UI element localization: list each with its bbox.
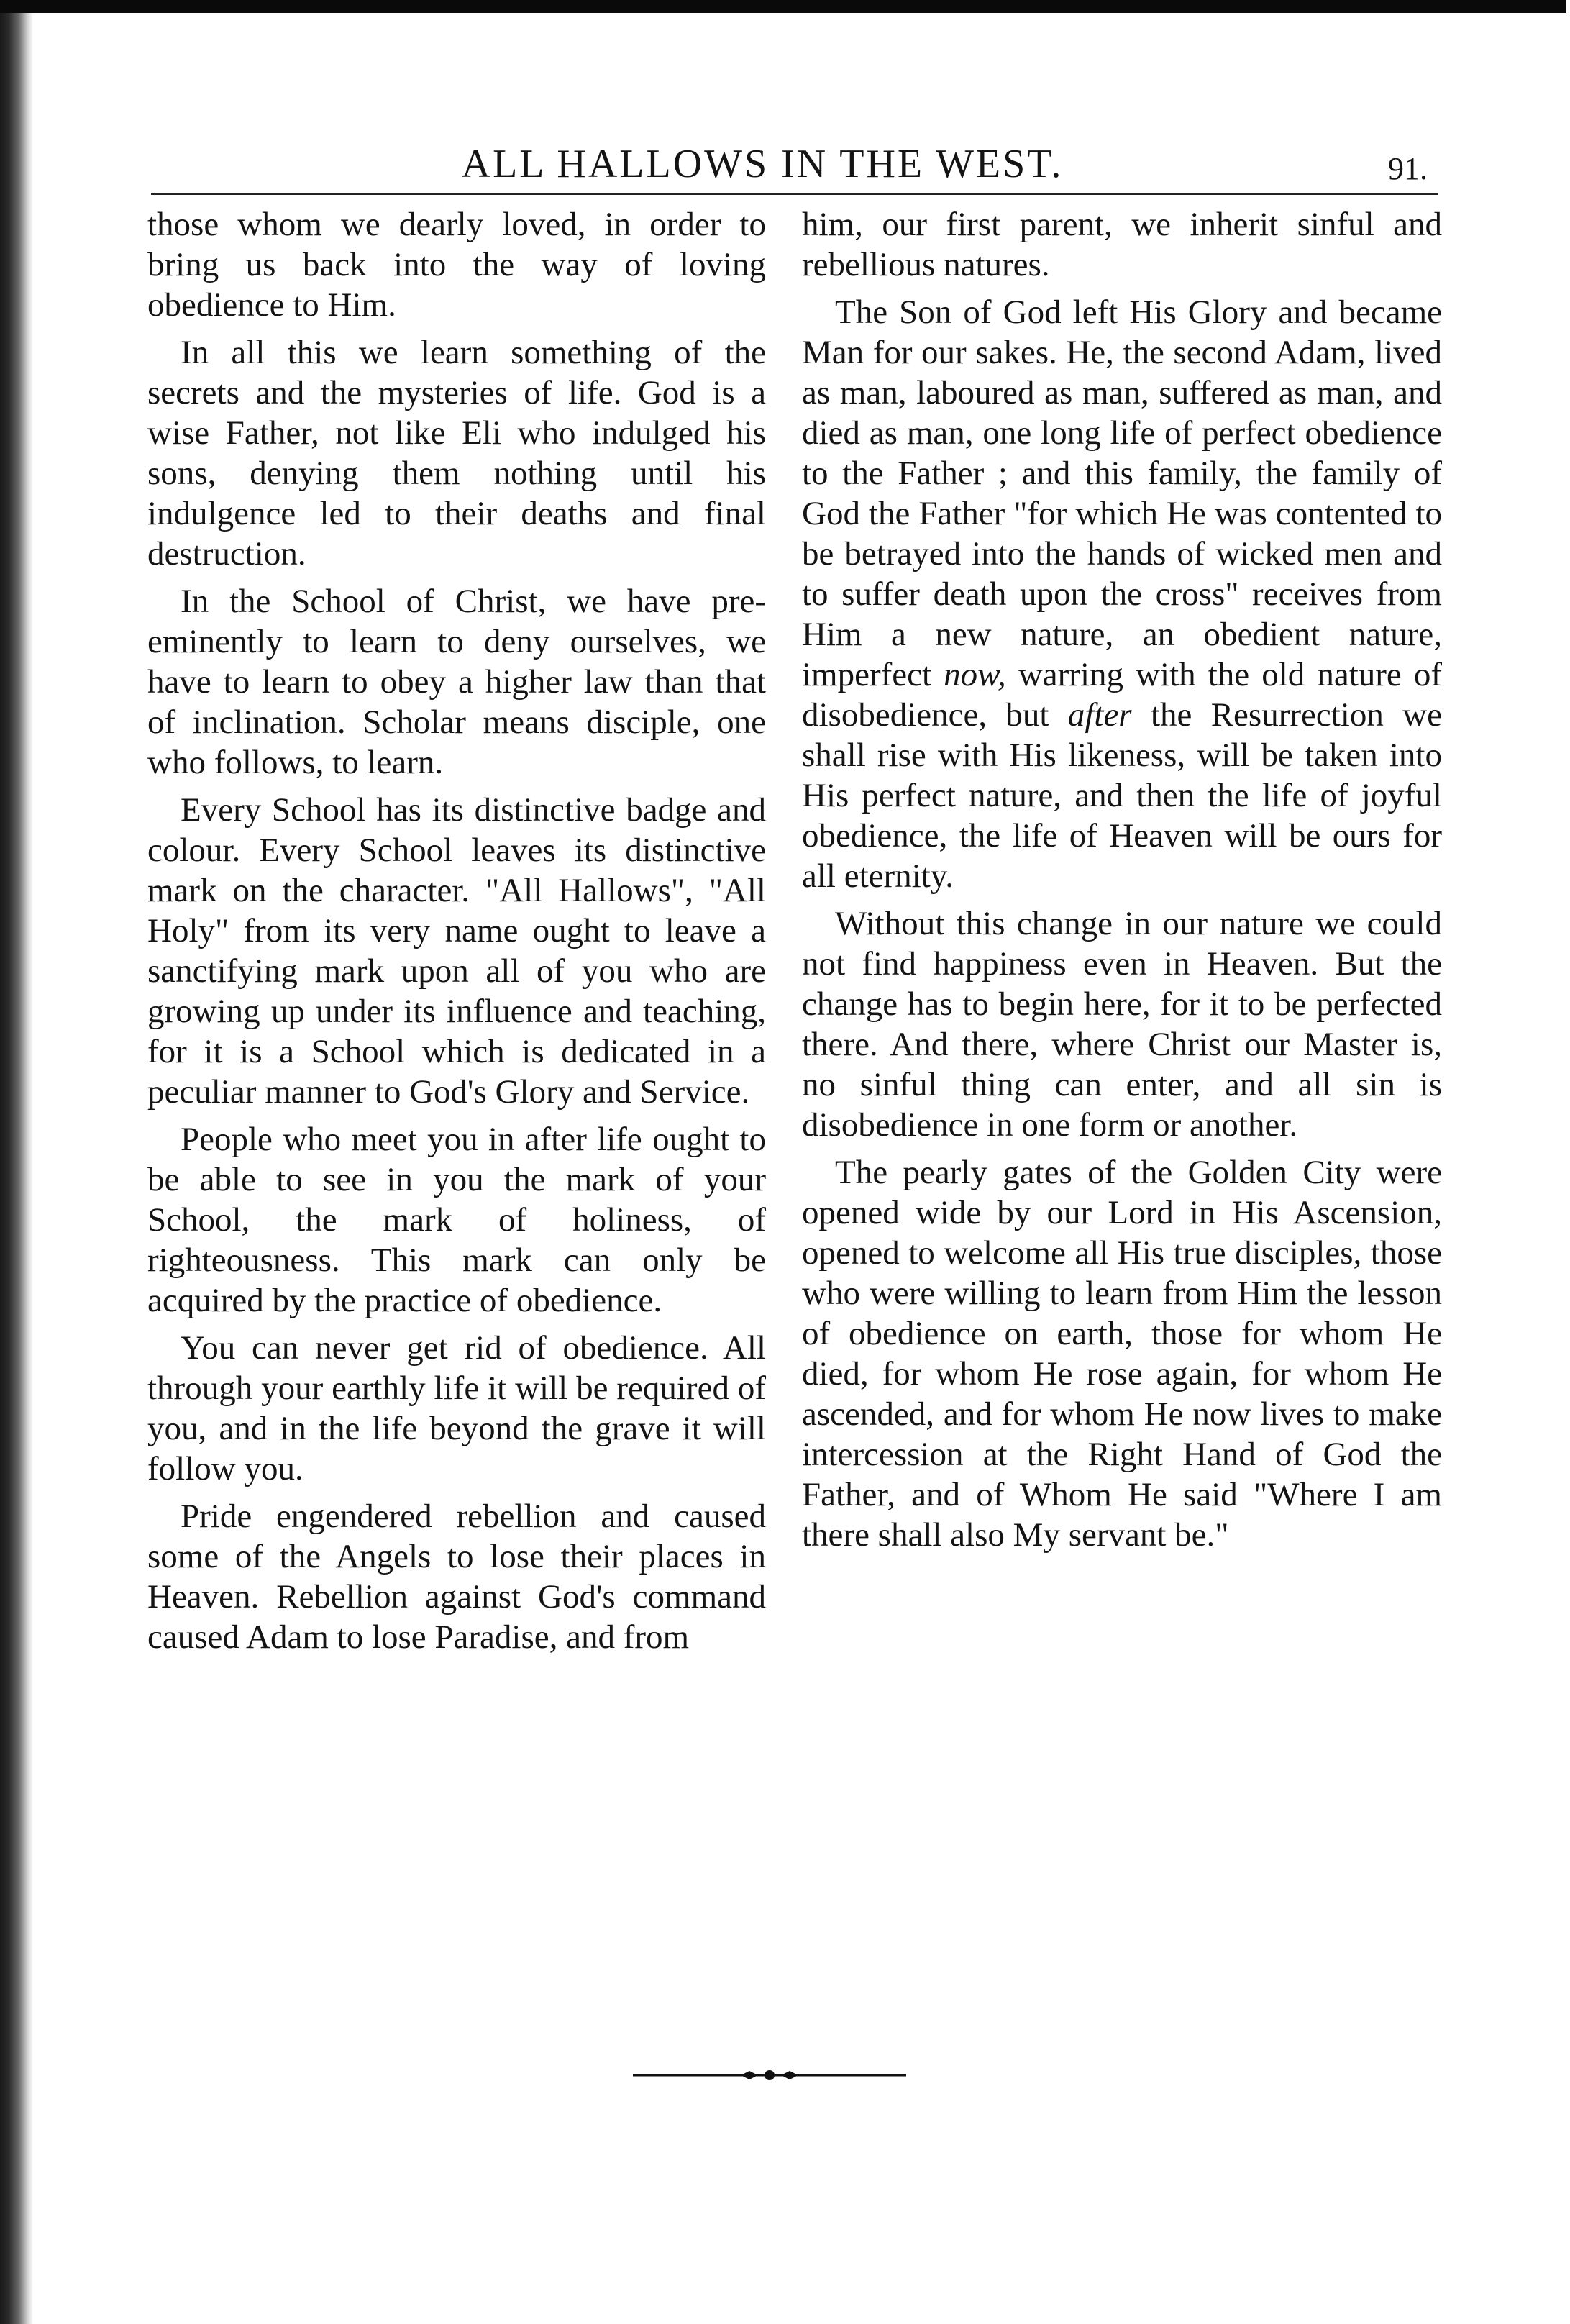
- text-run: The Son of God left His Glory and became Man for our sakes. He, the second Adam, lived as man, laboured as man, suffered as man, and died as man, one long life of perfect obedience to the Father ; and this family, the family of God the Father "for which He was contented to be betrayed into the hands of wicked men and to suffer death upon the cross" receives from Him a new nature, an obedient nature, imperfect: [802, 293, 1442, 693]
- scan-top-border: [0, 0, 1570, 13]
- paragraph: Without this change in our nature we could not find happiness even in Heaven. But the change has to begin here, for it to be perfected there. And there, where Christ our Master is, no sinful thing can enter, and all sin is disobedience in one form or another.: [802, 905, 1442, 1144]
- paragraph: Every School has its distinctive badge and colour. Every School leaves its distinctive mark on the character. "All Hallows", "All Holy" from its very name ought to leave a sanctifying mark upon all of you who are growing up under its influence and teaching, for it is a School which is dedicated in a peculiar manner to God's Glory and Service.: [147, 791, 766, 1111]
- paragraph: You can never get rid of obedience. All through your earthly life it will be required of you, and in the life beyond the grave it will follow you.: [147, 1329, 766, 1487]
- ornament-dot: [765, 2070, 775, 2080]
- paragraph: him, our first parent, we inherit sinful and rebellious natures.: [802, 206, 1442, 283]
- paragraph: those whom we dearly loved, in order to bring us back into the way of loving obedience to Him.: [147, 206, 766, 324]
- ornament-diamond-right: [781, 2071, 798, 2079]
- text-run: warring with the old nature of disobedience, but: [802, 656, 1443, 734]
- paragraph: In the School of Christ, we have pre-eminently to learn to deny ourselves, we have to learn to obey a higher law than that of inclination. Scholar means disciple, one who follows, to learn.: [147, 583, 766, 781]
- ornament-diamond-left: [741, 2071, 758, 2079]
- paragraph: People who meet you in after life ought to be able to see in you the mark of your School, the mark of holiness, of righteousness. This mark can only be acquired by the practice of obedience.: [147, 1121, 766, 1319]
- scan-right-edge: [1566, 0, 1570, 2324]
- scan-binding-edge: [0, 13, 33, 2324]
- page-number: 91.: [1388, 151, 1428, 186]
- paragraph: In all this we learn something of the secrets and the mysteries of life. God is a wise Father, not like Eli who indulged his sons, denying them nothing until his indulgence led to their deaths and final destruction.: [147, 334, 766, 573]
- running-title: ALL HALLOWS IN THE WEST.: [461, 142, 1064, 186]
- page-header: [151, 135, 1446, 193]
- end-ornament: [633, 2064, 906, 2086]
- italic-now: now,: [944, 656, 1006, 693]
- text-run: the Resurrection we shall rise with His likeness, will be taken into His perfect nature, and then the life of joyful obedience, the life of Heaven will be ours for all eternity.: [802, 696, 1442, 895]
- header-rule: [151, 193, 1438, 195]
- paragraph: Pride engendered rebellion and caused some of the Angels to lose their places in Heaven. Rebellion against God's command caused Adam to lose Paradise, and from: [147, 1498, 766, 1656]
- paragraph: The pearly gates of the Golden City were opened wide by our Lord in His Ascension, opened to welcome all His true disciples, those who were willing to learn from Him the lesson of obedience on earth, those for whom He died, for whom He rose again, for whom He ascended, and for whom He now lives to make intercession at the Right Hand of God the Father, and of Whom He said "Where I am there shall also My servant be.": [802, 1154, 1442, 1554]
- right-column: [802, 204, 1442, 1562]
- italic-after: after: [1067, 696, 1132, 734]
- left-column: [147, 204, 766, 1664]
- paragraph: [802, 292, 1442, 896]
